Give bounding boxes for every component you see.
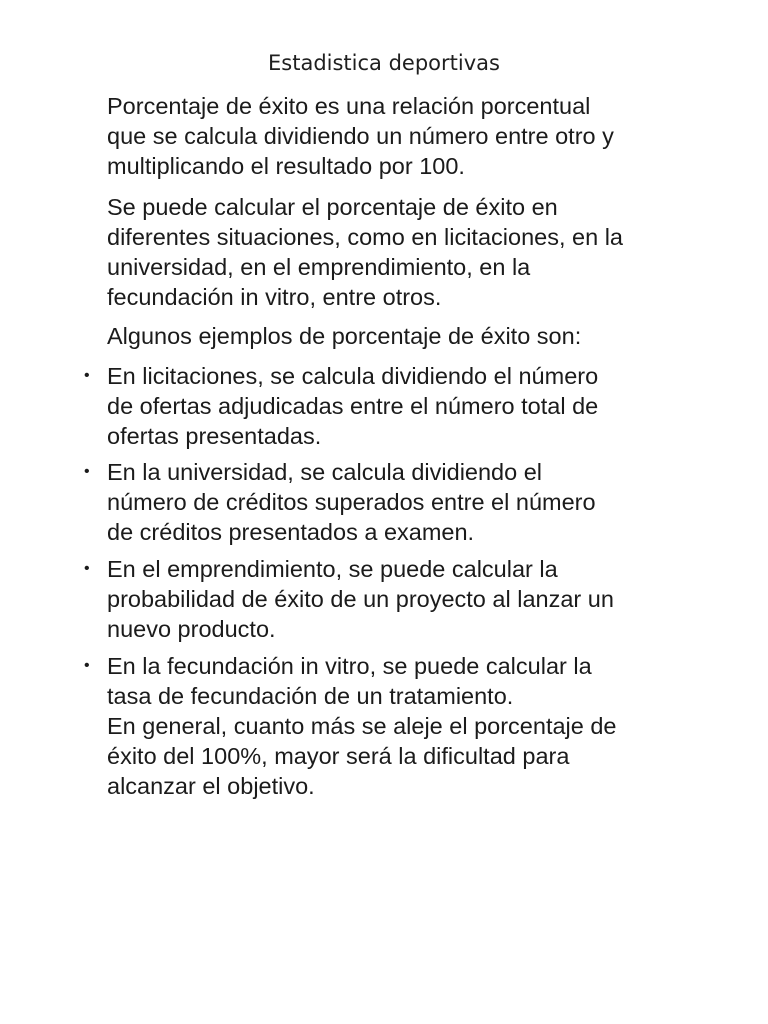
bullet-line: probabilidad de éxito de un proyecto al lanzar un [107, 586, 614, 612]
bullet-marker: • [84, 657, 90, 674]
bullet-line: tasa de fecundación de un tratamiento. [107, 683, 514, 709]
examples-heading [107, 321, 697, 351]
intro-paragraph [107, 91, 697, 181]
bullet-line: nuevo producto. [107, 616, 276, 642]
bullet-line: de ofertas adjudicadas entre el número total de [107, 393, 599, 419]
bullet-marker: • [84, 463, 90, 480]
conclusion-paragraph [107, 711, 697, 801]
bullet-line: de créditos presentados a examen. [107, 519, 475, 545]
examples-heading-text: Algunos ejemplos de porcentaje de éxito son: [107, 323, 582, 349]
bullet-line: En el emprendimiento, se puede calcular la [107, 556, 558, 582]
bullet-line: En licitaciones, se calcula dividiendo el número [107, 363, 599, 389]
bullet-line: número de créditos superados entre el número [107, 489, 596, 515]
bullet-item-emprendimiento [107, 554, 697, 644]
bullet-line: En la fecundación in vitro, se puede calcular la [107, 653, 592, 679]
bullet-line: En la universidad, se calcula dividiendo el [107, 459, 543, 485]
second-paragraph-line: universidad, en el emprendimiento, en la [107, 254, 531, 280]
second-paragraph [107, 192, 697, 312]
intro-line: multiplicando el resultado por 100. [107, 153, 465, 179]
conclusion-line: éxito del 100%, mayor será la dificultad para [107, 743, 570, 769]
conclusion-line: En general, cuanto más se aleje el porcentaje de [107, 713, 617, 739]
second-paragraph-line: diferentes situaciones, como en licitaciones, en la [107, 224, 623, 250]
document-title: Estadistica deportivas [268, 51, 500, 75]
bullet-item-universidad [107, 457, 697, 547]
bullet-line: ofertas presentadas. [107, 423, 322, 449]
bullet-item-licitaciones [107, 361, 697, 451]
bullet-item-fecundacion [107, 651, 697, 711]
intro-line: que se calcula dividiendo un número entre otro y [107, 123, 614, 149]
second-paragraph-line: fecundación in vitro, entre otros. [107, 284, 442, 310]
bullet-marker: • [84, 560, 90, 577]
intro-line: Porcentaje de éxito es una relación porcentual [107, 93, 591, 119]
conclusion-line: alcanzar el objetivo. [107, 773, 315, 799]
bullet-marker: • [84, 367, 90, 384]
second-paragraph-line: Se puede calcular el porcentaje de éxito en [107, 194, 558, 220]
